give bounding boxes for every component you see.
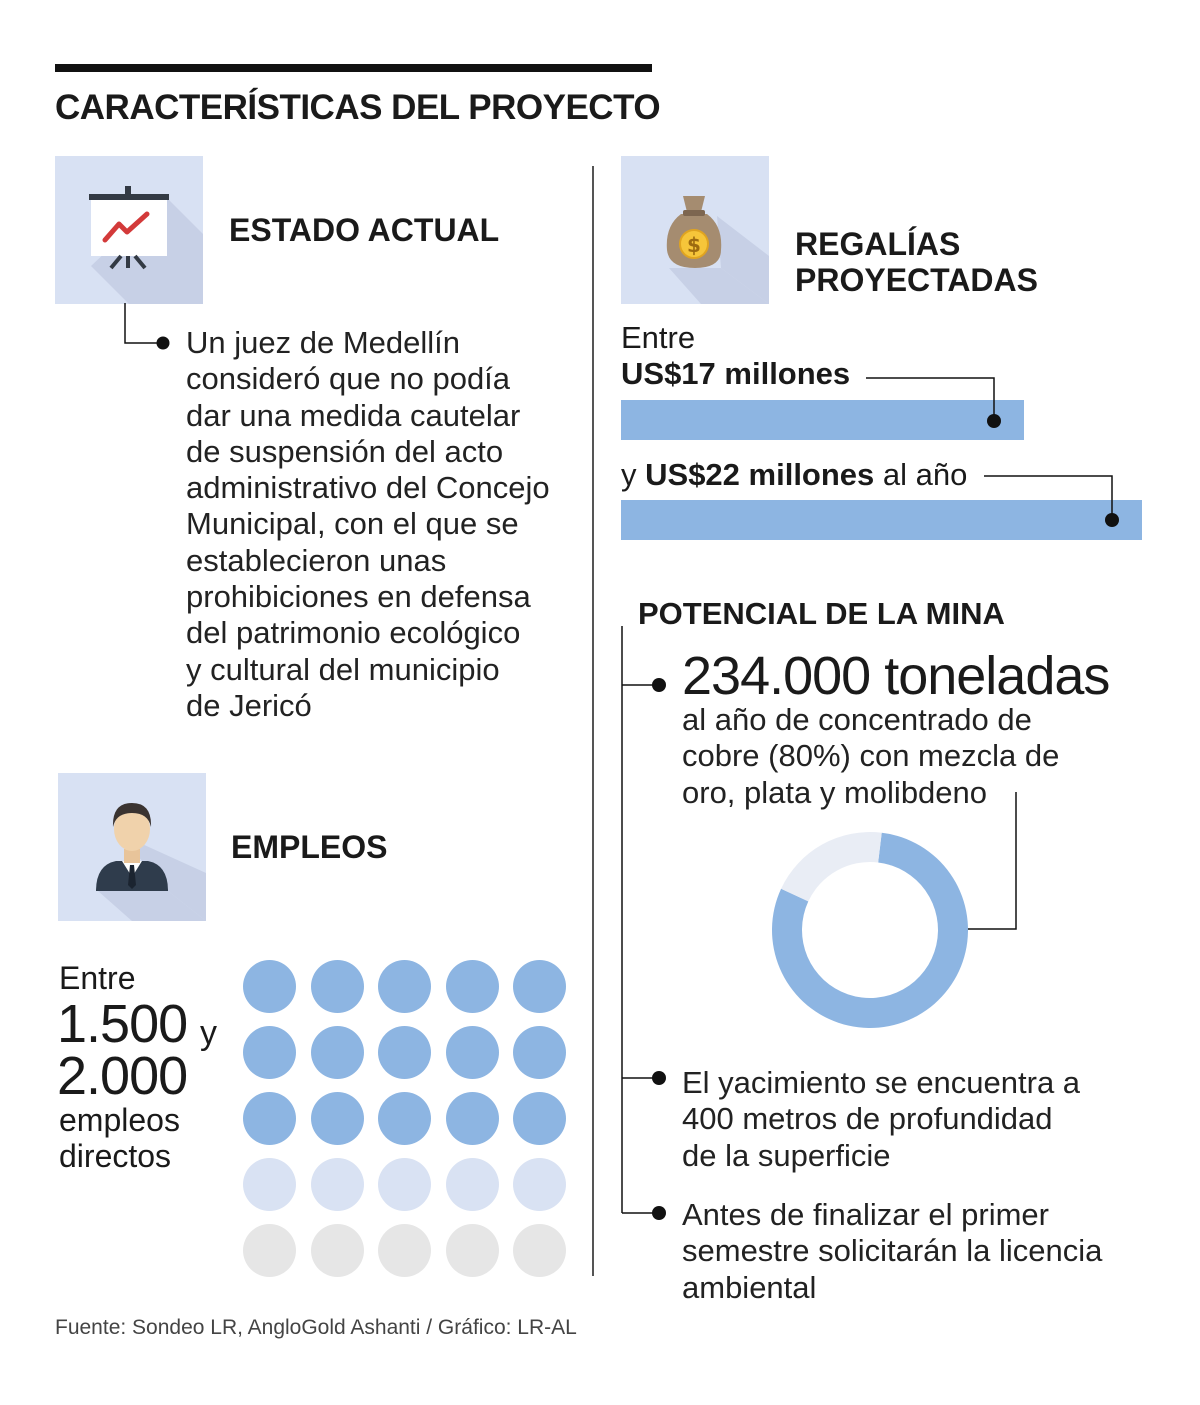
text-line: y cultural del municipio [186, 651, 500, 687]
text-line: administrativo del Concejo [186, 470, 550, 506]
estado-connector [120, 300, 180, 350]
employment-dot-filled [446, 1026, 499, 1079]
employment-dot-light [513, 1158, 566, 1211]
regalias-title-line: REGALÍAS [795, 226, 961, 262]
employment-dot-light [243, 1158, 296, 1211]
potencial-big-number: 234.000 toneladas [682, 646, 1110, 706]
employment-dot-filled [243, 960, 296, 1013]
employment-dot-grey [311, 1224, 364, 1277]
text-line: Municipal, con el que se [186, 506, 519, 542]
text-line: del patrimonio ecológico [186, 615, 521, 651]
employment-dot-filled [513, 960, 566, 1013]
empleos-prefix: Entre [59, 960, 136, 996]
employment-dot-grey [378, 1224, 431, 1277]
text-line: oro, plata y molibdeno [682, 774, 988, 810]
regalias-leader-lines [860, 370, 1160, 540]
employment-dot-filled [311, 960, 364, 1013]
text-line: Antes de finalizar el primer [682, 1197, 1049, 1232]
page-title: CARACTERÍSTICAS DEL PROYECTO [55, 88, 661, 127]
employment-dot-filled [513, 1026, 566, 1079]
employment-dot-filled [243, 1092, 296, 1145]
text-line: de la superficie [682, 1137, 891, 1173]
donut-slice-oro-plata-y-molibdeno [781, 832, 882, 901]
employment-dot-light [446, 1158, 499, 1211]
text-line: al año de concentrado de [682, 702, 1032, 737]
employment-dot-filled [311, 1092, 364, 1145]
potencial-item-depth [682, 1065, 1080, 1174]
employment-dot-filled [378, 960, 431, 1013]
potencial-item-license [682, 1197, 1102, 1306]
employment-dot-light [378, 1158, 431, 1211]
regalias-max-suffix: al año [874, 457, 968, 492]
empleos-line1: empleos [59, 1102, 180, 1138]
potencial-title: POTENCIAL DE LA MINA [638, 596, 1005, 631]
text-line: cobre (80%) con mezcla de [682, 738, 1060, 774]
employment-dot-filled [513, 1092, 566, 1145]
empleos-max: 2.000 [57, 1046, 188, 1106]
employment-dot-grey [446, 1224, 499, 1277]
employment-dot-filled [446, 1092, 499, 1145]
employment-dot-grey [513, 1224, 566, 1277]
empleos-line2: directos [59, 1138, 172, 1174]
title-rule [55, 64, 652, 72]
estado-actual-title: ESTADO ACTUAL [229, 212, 500, 248]
regalias-title-line: PROYECTADAS [795, 262, 1038, 298]
employment-dot-grey [243, 1224, 296, 1277]
businessman-icon [58, 773, 206, 921]
column-divider [592, 166, 594, 1276]
employment-dot-light [311, 1158, 364, 1211]
money-bag-icon [621, 156, 769, 304]
employment-dot-filled [243, 1026, 296, 1079]
text-line: de Jericó [186, 687, 312, 723]
empleos-min: 1.500 [57, 994, 188, 1054]
employment-dot-filled [446, 960, 499, 1013]
regalias-max-prefix: y [621, 457, 646, 492]
text-line: consideró que no podía [186, 361, 511, 397]
text-line: dar una medida cautelar [186, 397, 521, 433]
copper-donut-chart [770, 830, 970, 1030]
text-line: 400 metros de profundidad [682, 1101, 1053, 1137]
regalias-min-label: US$17 millones [621, 356, 851, 391]
text-line: El yacimiento se encuentra a [682, 1065, 1081, 1100]
text-line: semestre solicitarán la licencia [682, 1233, 1103, 1269]
regalias-max-value: US$22 millones [645, 457, 875, 492]
regalias-title [795, 226, 1038, 298]
text-line: establecieron unas [186, 542, 447, 578]
text-line: prohibiciones en defensa [186, 579, 531, 615]
employment-dot-filled [311, 1026, 364, 1079]
source-note: Fuente: Sondeo LR, AngloGold Ashanti / Gráfico: LR-AL [55, 1316, 577, 1339]
empleos-title: EMPLEOS [231, 829, 388, 865]
text-line: Un juez de Medellín [186, 325, 460, 360]
regalias-prefix: Entre [621, 320, 696, 355]
presentation-board-icon [55, 156, 203, 304]
employment-dot-filled [378, 1026, 431, 1079]
svg-text:$: $ [687, 233, 701, 257]
employment-dot-grid [243, 960, 573, 1280]
text-line: ambiental [682, 1269, 817, 1305]
text-line: de suspensión del acto [186, 433, 504, 469]
estado-text [186, 325, 586, 724]
employment-dot-filled [378, 1092, 431, 1145]
empleos-conj: y [200, 1014, 217, 1052]
potencial-desc [682, 702, 1059, 811]
